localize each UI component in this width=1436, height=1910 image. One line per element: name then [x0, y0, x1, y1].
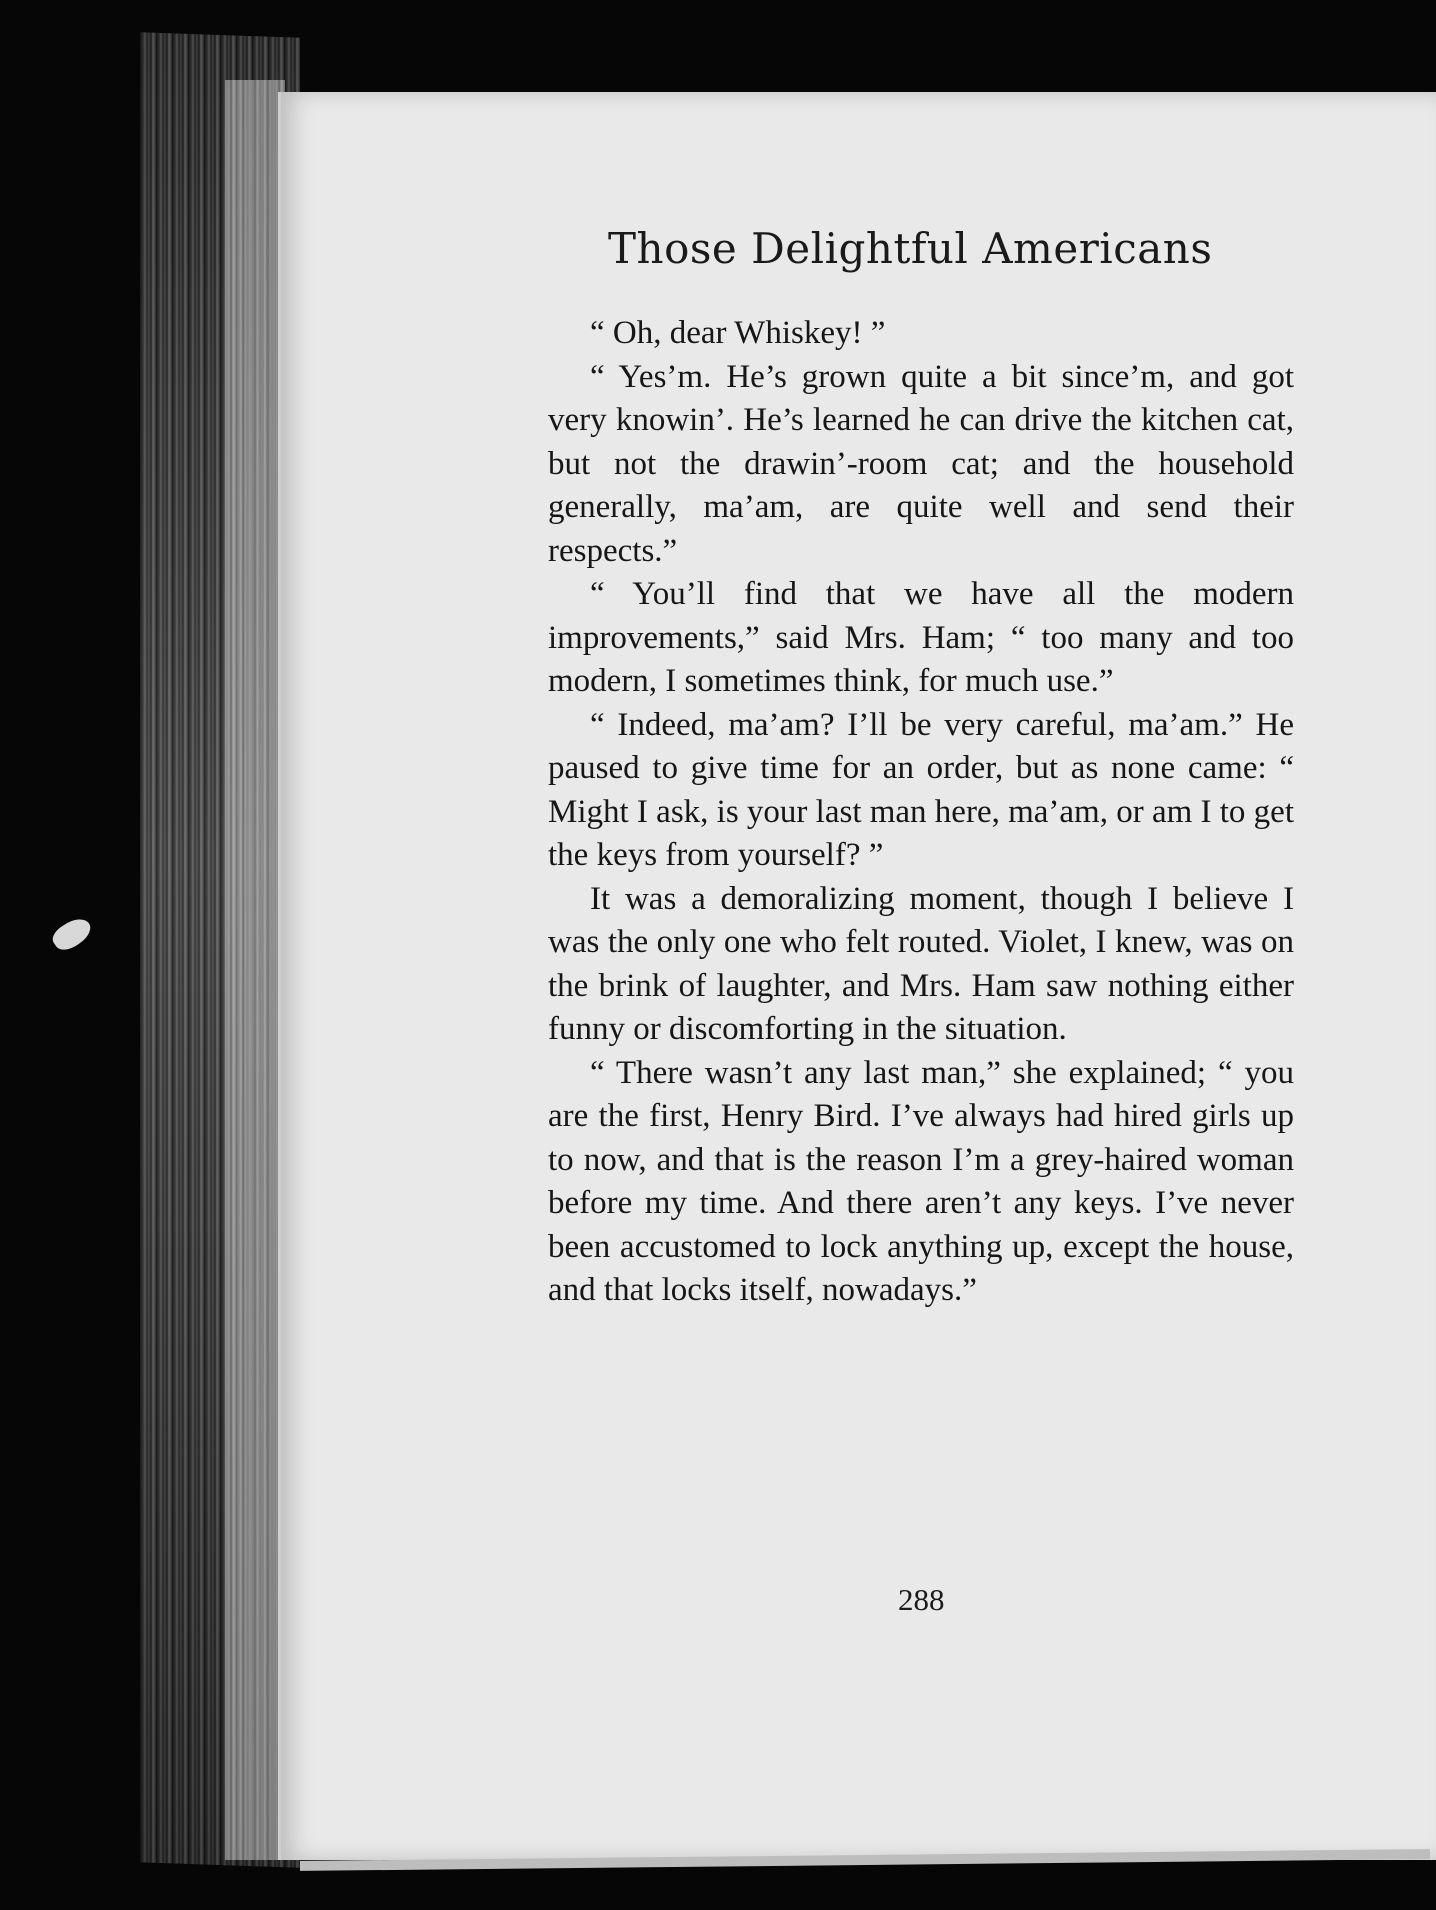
page-stack-highlight — [225, 80, 285, 1860]
paragraph: “ Yes’m. He’s grown quite a bit since’m, and got very knowin’. He’s learned he can drive the kitchen cat, but not the drawin’-room cat; and the household generally, ma’am, are quite well and send their respects.” — [548, 358, 1294, 569]
body-text — [548, 312, 1294, 1313]
paragraph: “ Indeed, ma’am? I’ll be very careful, ma’am.” He paused to give time for an order, but as none came: “ Might I ask, is your last man here, ma’am, or am I to get the keys from yourself? ” — [548, 706, 1294, 873]
paragraph: “ There wasn’t any last man,” she explained; “ you are the first, Henry Bird. I’ve always had hired girls up to now, and that is the reason I’m a grey-haired woman before my time. And there aren’t any keys. I’ve never been accustomed to lock anything up, except the house, and that locks itself, nowadays.” — [548, 1054, 1294, 1308]
running-head: Those Delightful Americans — [608, 224, 1213, 273]
page-number: 288 — [898, 1582, 945, 1617]
paragraph: “ Oh, dear Whiskey! ” — [590, 315, 886, 351]
thumb-mark — [49, 913, 96, 956]
paragraph: It was a demoralizing moment, though I believe I was the only one who felt routed. Violet, I knew, was on the brink of laughter, and Mrs. Ham saw nothing either funny or discomforting in the situation. — [548, 880, 1294, 1047]
paragraph: “ You’ll find that we have all the modern improvements,” said Mrs. Ham; “ too many and too modern, I sometimes think, for much use.” — [548, 576, 1294, 699]
